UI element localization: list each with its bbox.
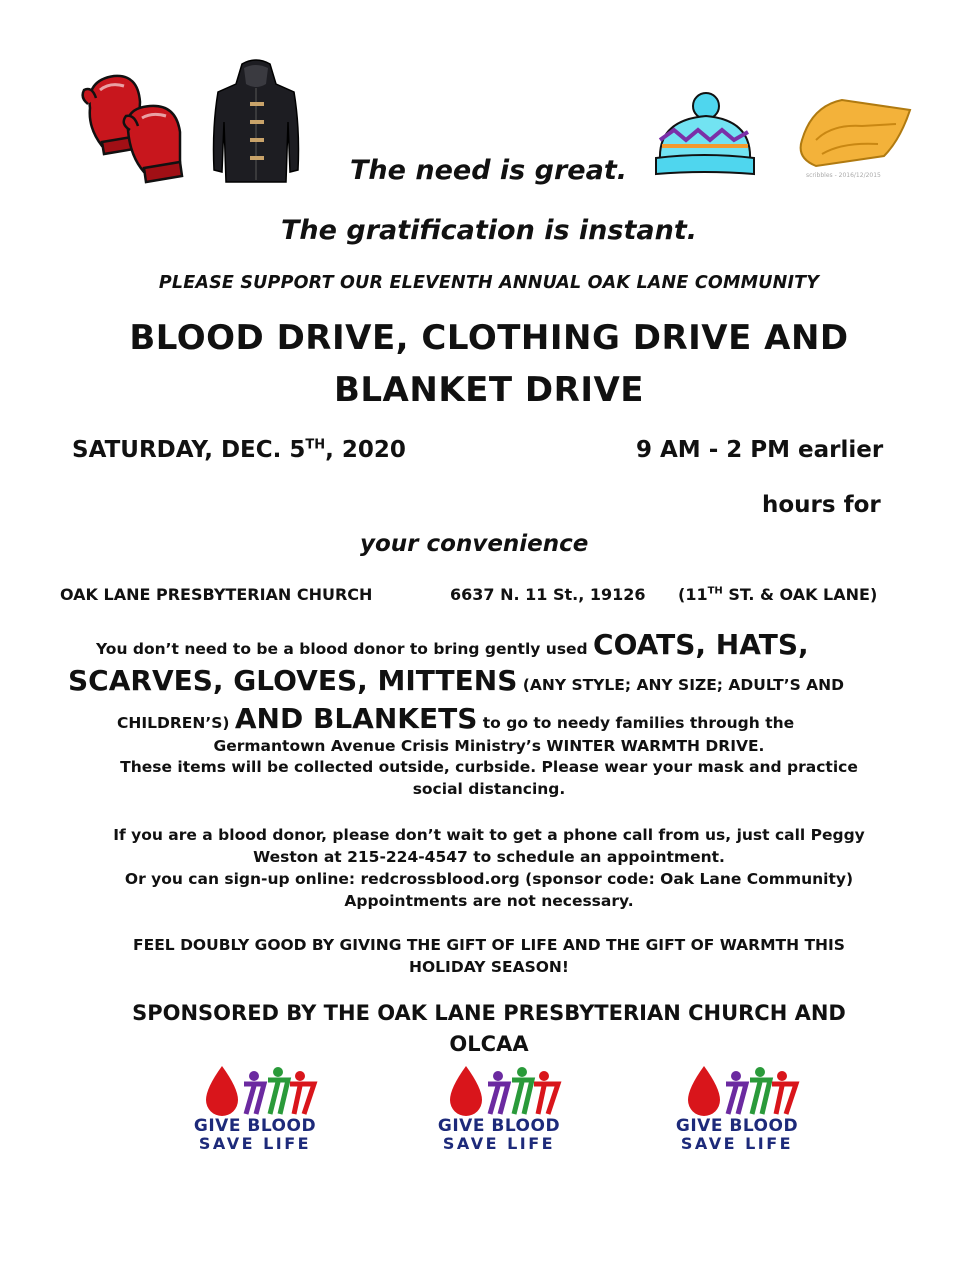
sponsor-line-2: OLCAA [449, 1032, 529, 1056]
logo-1-line-1: GIVE BLOOD [193, 1116, 317, 1136]
blanket-caption: scribbles - 2016/12/2015 [806, 172, 881, 179]
logo-2-line-2: SAVE LIFE [442, 1134, 556, 1153]
p2-line-1: If you are a blood donor, please don’t wait to get a phone call from us, just call Peggy [113, 826, 865, 844]
logo-2-line-1: GIVE BLOOD [437, 1116, 561, 1136]
cross-suffix: ST. & OAK LANE) [722, 585, 878, 604]
location-church: OAK LANE PRESBYTERIAN CHURCH [60, 585, 373, 604]
give-blood-logo-3 [662, 1062, 812, 1154]
sponsor-line-1: SPONSORED BY THE OAK LANE PRESBYTERIAN CHURCH AND [132, 1001, 846, 1025]
location-address: 6637 N. 11 St., 19126 [450, 585, 646, 604]
event-date-suffix: , 2020 [325, 437, 406, 463]
logo-3-line-1: GIVE BLOOD [675, 1116, 799, 1136]
p1-scarves: SCARVES, GLOVES, MITTENS [68, 664, 518, 697]
p1-any-style: (ANY STYLE; ANY SIZE; ADULT’S AND [517, 676, 845, 694]
event-convenience: your convenience [360, 531, 589, 557]
p1-blankets: AND BLANKETS [234, 702, 478, 735]
give-blood-logo-2 [424, 1062, 574, 1154]
blood-drop-people-icon [180, 1062, 330, 1118]
title-line-1: BLOOD DRIVE, CLOTHING DRIVE AND [129, 318, 849, 358]
folded-blanket-icon [792, 94, 916, 184]
logo-3-line-2: SAVE LIFE [680, 1134, 794, 1153]
p1-intro: You don’t need to be a blood donor to bring gently used [96, 640, 594, 658]
p1-line-2 [68, 664, 844, 697]
title-line-2: BLANKET DRIVE [333, 370, 645, 410]
p1-social: social distancing. [412, 780, 566, 798]
event-hours: hours for [762, 492, 881, 518]
p1-coats: COATS, HATS, [593, 628, 809, 661]
blood-drop-people-icon [662, 1062, 812, 1118]
cross-prefix: (11 [678, 585, 708, 604]
support-line: PLEASE SUPPORT OUR ELEVENTH ANNUAL OAK LANE COMMUNITY [158, 273, 820, 293]
p3-line-2: HOLIDAY SEASON! [409, 958, 569, 976]
logo-1-line-2: SAVE LIFE [198, 1134, 312, 1153]
event-date-prefix: SATURDAY, DEC. 5 [72, 437, 306, 463]
duffle-coat-icon [210, 58, 302, 184]
header-line-2: The gratification is instant. [281, 215, 697, 246]
mittens-icon [80, 68, 198, 188]
header-line-1: The need is great. [350, 155, 627, 186]
event-date [72, 437, 406, 463]
p2-line-4: Appointments are not necessary. [344, 892, 634, 910]
p1-line-3 [117, 702, 794, 735]
p3-line-1: FEEL DOUBLY GOOD BY GIVING THE GIFT OF LIFE AND THE GIFT OF WARMTH THIS [133, 936, 845, 954]
p1-line-1 [96, 628, 809, 661]
cross-sup: TH [707, 585, 723, 597]
event-date-sup: TH [305, 437, 326, 453]
p2-line-2: Weston at 215-224-4547 to schedule an appointment. [253, 848, 725, 866]
winter-hat-icon [650, 90, 760, 182]
location-cross-streets [678, 585, 877, 604]
p1-ministry: Germantown Avenue Crisis Ministry’s WINTER WARMTH DRIVE. [213, 737, 765, 755]
p1-children: CHILDREN’S) [117, 714, 235, 732]
give-blood-logo-1 [180, 1062, 330, 1154]
event-time: 9 AM - 2 PM earlier [636, 437, 884, 463]
p2-line-3: Or you can sign-up online: redcrossblood.org (sponsor code: Oak Lane Community) [124, 870, 854, 888]
p1-to-go: to go to needy families through the [477, 714, 795, 732]
blood-drop-people-icon [424, 1062, 574, 1118]
p1-collected: These items will be collected outside, curbside. Please wear your mask and practice [120, 758, 858, 776]
